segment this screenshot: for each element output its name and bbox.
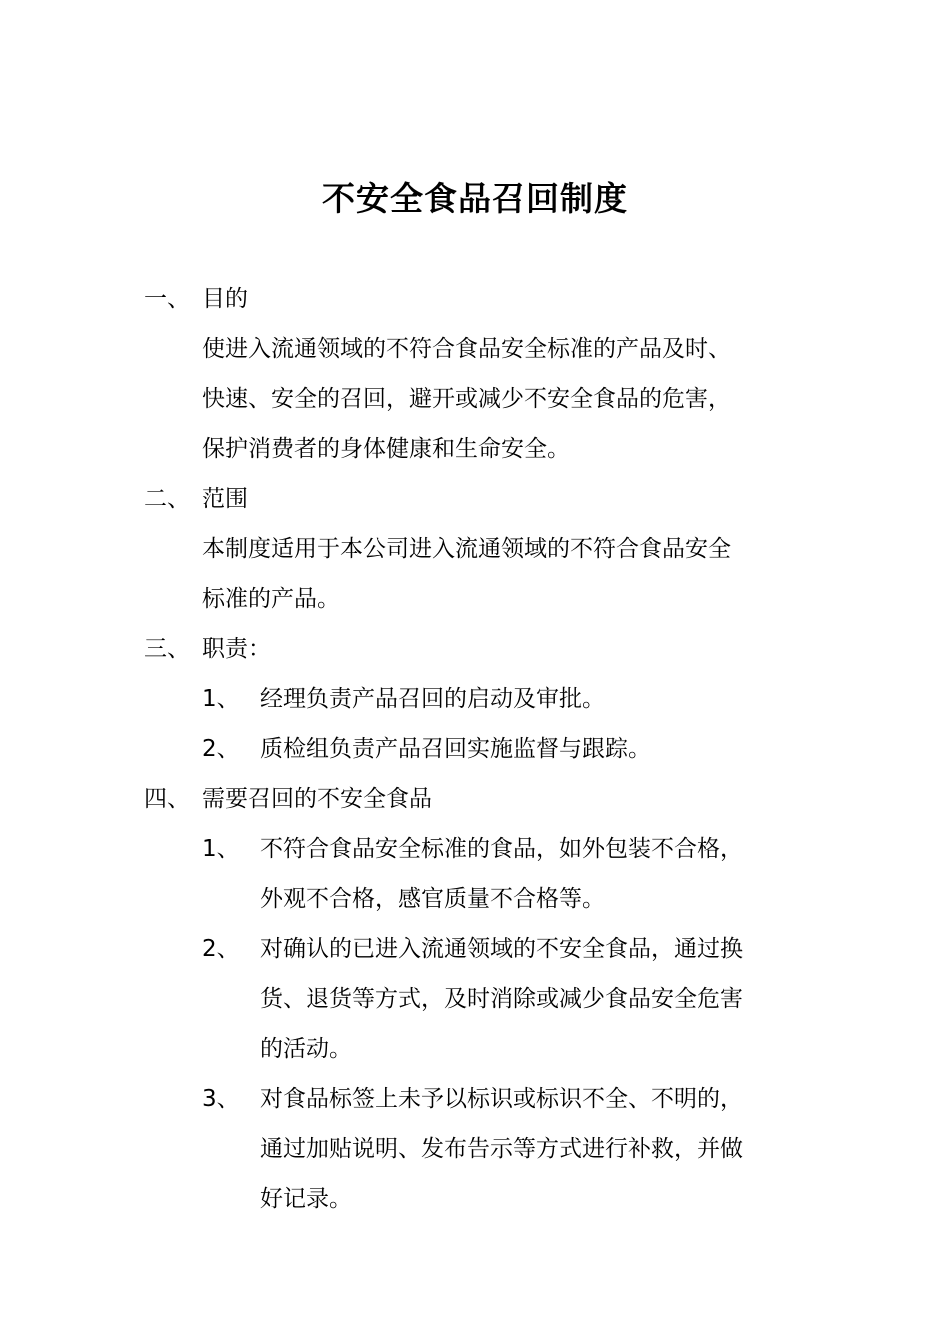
item-text: 经理负责产品召回的启动及审批。 xyxy=(260,686,605,712)
item-number: 1、 xyxy=(202,836,240,862)
item-text: 质检组负责产品召回实施监督与跟踪。 xyxy=(260,736,651,762)
item-number: 3、 xyxy=(202,1086,240,1112)
item-continuation: 通过加贴说明、发布告示等方式进行补救，并做 xyxy=(260,1136,743,1162)
list-item xyxy=(0,724,950,774)
list-item xyxy=(0,824,950,874)
paragraph-line: 使进入流通领域的不符合食品安全标准的产品及时、 xyxy=(202,336,731,362)
paragraph-line: 标准的产品。 xyxy=(202,586,340,612)
section-number: 四、 xyxy=(144,786,190,812)
paragraph-line: 保护消费者的身体健康和生命安全。 xyxy=(202,436,570,462)
section-number: 一、 xyxy=(144,286,190,312)
section-title: 职责： xyxy=(202,636,271,662)
section-title: 范围 xyxy=(202,486,248,512)
list-item xyxy=(0,674,950,724)
item-text: 对确认的已进入流通领域的不安全食品，通过换 xyxy=(260,936,743,962)
item-number: 2、 xyxy=(202,936,240,962)
item-text: 对食品标签上未予以标识或标识不全、不明的， xyxy=(260,1086,743,1112)
section-number: 三、 xyxy=(144,636,190,662)
list-item xyxy=(0,1074,950,1124)
document-body xyxy=(0,274,950,1224)
section-title: 需要召回的不安全食品 xyxy=(202,786,432,812)
list-item xyxy=(0,924,950,974)
paragraph-line: 本制度适用于本公司进入流通领域的不符合食品安全 xyxy=(202,536,731,562)
section-title: 目的 xyxy=(202,286,248,312)
section-number: 二、 xyxy=(144,486,190,512)
item-continuation: 的活动。 xyxy=(260,1036,352,1062)
section-heading xyxy=(0,624,950,674)
paragraph-line: 快速、安全的召回，避开或减少不安全食品的危害， xyxy=(202,386,731,412)
document-title: 不安全食品召回制度 xyxy=(322,179,628,218)
item-continuation: 好记录。 xyxy=(260,1186,352,1212)
item-number: 2、 xyxy=(202,736,240,762)
item-continuation: 货、退货等方式，及时消除或减少食品安全危害 xyxy=(260,986,743,1012)
item-continuation: 外观不合格，感官质量不合格等。 xyxy=(260,886,605,912)
item-number: 1、 xyxy=(202,686,240,712)
item-text: 不符合食品安全标准的食品，如外包装不合格， xyxy=(260,836,743,862)
section-heading xyxy=(0,274,950,324)
section-heading xyxy=(0,474,950,524)
section-heading xyxy=(0,774,950,824)
